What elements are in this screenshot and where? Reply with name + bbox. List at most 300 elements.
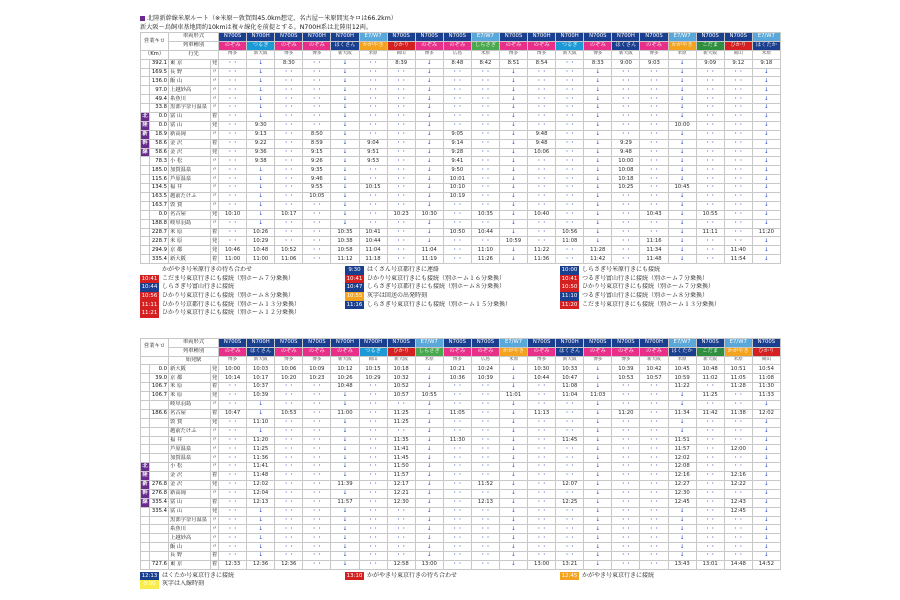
time-cell: ・・ [359, 534, 387, 543]
time-cell: ・・ [612, 219, 640, 228]
legend-text: しらさぎ号東京行きにも接続（別ホーム１５分乗換） [367, 300, 512, 308]
time-cell: ↓ [331, 210, 359, 219]
time-cell: 11:41 [247, 463, 275, 472]
time-cell: 10:41 [359, 228, 387, 237]
section-label [141, 68, 150, 77]
section-label [141, 365, 150, 374]
station-name: 富 山 [169, 121, 211, 130]
time-cell: ・・ [556, 121, 584, 130]
time-cell: 11:08 [556, 237, 584, 246]
time-cell: 10:54 [752, 365, 780, 374]
time-cell: 9:51 [359, 148, 387, 157]
station-suffix: 〃 [211, 516, 219, 525]
time-cell: ↓ [499, 86, 527, 95]
time-cell: ↓ [415, 534, 443, 543]
time-cell: ↓ [584, 219, 612, 228]
station-km: 163.7 [150, 201, 169, 210]
train-name: のぞみ [612, 347, 640, 356]
time-cell: ・・ [724, 237, 752, 246]
time-cell: ・・ [359, 489, 387, 498]
station-suffix: 着 [211, 383, 219, 392]
train-dest: 博多 [303, 356, 331, 365]
time-cell: ・・ [724, 175, 752, 184]
time-cell: ・・ [528, 237, 556, 246]
time-cell: ↓ [331, 130, 359, 139]
legend-mark: 10:56 [141, 292, 158, 299]
time-cell: ↓ [415, 525, 443, 534]
time-cell: ・・ [696, 113, 724, 122]
station-name: 越前たけふ [169, 427, 211, 436]
time-cell: 9:26 [303, 157, 331, 166]
train-name: のぞみ [219, 41, 247, 50]
time-cell: 9:00 [612, 59, 640, 68]
train-type: N700H [303, 33, 331, 42]
train-name: ひかり [387, 41, 415, 50]
time-cell: ・・ [443, 201, 471, 210]
time-cell: ・・ [640, 130, 668, 139]
time-cell: ↓ [331, 121, 359, 130]
time-cell: ↓ [584, 166, 612, 175]
time-cell: ↓ [415, 463, 443, 472]
station-km [150, 543, 169, 552]
time-cell: ・・ [303, 113, 331, 122]
time-cell: ↓ [752, 193, 780, 202]
section-label [141, 193, 150, 202]
time-cell: 11:40 [724, 246, 752, 255]
legend-item [560, 275, 780, 284]
time-cell: ↓ [331, 68, 359, 77]
legend-mark: 10:41 [141, 275, 158, 282]
time-cell: ・・ [359, 121, 387, 130]
time-cell: ・・ [219, 445, 247, 454]
time-cell: ・・ [612, 445, 640, 454]
station-name: 金 沢 [169, 472, 211, 481]
time-cell: 10:47 [219, 409, 247, 418]
time-cell: ↓ [584, 77, 612, 86]
time-cell: ・・ [471, 237, 499, 246]
time-cell: ↓ [415, 95, 443, 104]
time-cell: ↓ [331, 400, 359, 409]
time-cell: ・・ [696, 148, 724, 157]
time-cell: ・・ [359, 436, 387, 445]
legend-item [140, 301, 345, 310]
station-row [141, 543, 781, 552]
time-cell: ・・ [612, 77, 640, 86]
time-cell: ↓ [415, 489, 443, 498]
time-cell: ・・ [696, 436, 724, 445]
time-cell: ・・ [528, 184, 556, 193]
station-name: 米 原 [169, 392, 211, 401]
station-suffix: 着 [211, 409, 219, 418]
time-cell: ・・ [612, 86, 640, 95]
time-cell: ・・ [696, 525, 724, 534]
station-suffix: 着 [211, 113, 219, 122]
legend-item [140, 283, 345, 292]
time-cell: ・・ [303, 507, 331, 516]
legend-text: 灰字は回送の出発時刻 [367, 291, 428, 299]
time-cell: ・・ [275, 418, 303, 427]
time-cell: 11:00 [247, 255, 275, 264]
time-cell: ↓ [499, 193, 527, 202]
time-cell: ・・ [696, 121, 724, 130]
train-dest: 米原 [359, 50, 387, 59]
time-cell: ・・ [528, 86, 556, 95]
time-cell: 8:59 [303, 139, 331, 148]
legend-text: かがやき号東京行きに接続 [582, 571, 655, 579]
train-dest: 岡山 [724, 50, 752, 59]
purple-square-icon [140, 16, 145, 21]
time-cell: 11:30 [752, 383, 780, 392]
time-cell: ↓ [499, 130, 527, 139]
legend-mark: 11:21 [141, 310, 158, 317]
time-cell: ↓ [668, 139, 696, 148]
legend-item [560, 572, 780, 581]
time-cell: ・・ [640, 175, 668, 184]
time-cell: ・・ [640, 525, 668, 534]
time-cell: ↓ [415, 201, 443, 210]
train-name: しらさぎ [415, 347, 443, 356]
time-cell: ・・ [724, 228, 752, 237]
time-cell: ・・ [471, 383, 499, 392]
time-cell: ・・ [303, 534, 331, 543]
station-km: 0.0 [150, 210, 169, 219]
time-cell: ↓ [499, 472, 527, 481]
time-cell: ・・ [640, 454, 668, 463]
time-cell: ・・ [303, 543, 331, 552]
time-cell: ↓ [668, 219, 696, 228]
time-cell: ・・ [724, 201, 752, 210]
legend-item [140, 580, 345, 589]
train-name: ひかり [387, 347, 415, 356]
time-cell: ・・ [696, 130, 724, 139]
time-cell: ・・ [443, 427, 471, 436]
time-cell: ・・ [275, 525, 303, 534]
time-cell: ・・ [471, 104, 499, 113]
train-dest: 博多 [584, 356, 612, 365]
station-name: 小 松 [169, 157, 211, 166]
time-cell: ↓ [499, 95, 527, 104]
time-cell: ↓ [331, 436, 359, 445]
time-cell: ・・ [640, 219, 668, 228]
dest-header: 始発駅 [169, 356, 219, 365]
station-row [141, 418, 781, 427]
time-cell: ↓ [584, 427, 612, 436]
time-cell: ↓ [584, 237, 612, 246]
time-cell: ・・ [443, 400, 471, 409]
time-cell: ↓ [668, 516, 696, 525]
time-cell: ↓ [499, 463, 527, 472]
station-name: 米 原 [169, 228, 211, 237]
time-cell: ・・ [724, 516, 752, 525]
time-cell: ・・ [556, 472, 584, 481]
time-cell: ↓ [499, 445, 527, 454]
train-type: N700S [640, 33, 668, 42]
time-cell: ・・ [303, 472, 331, 481]
time-cell: ・・ [696, 418, 724, 427]
time-cell: ・・ [556, 157, 584, 166]
time-cell: ・・ [612, 193, 640, 202]
time-cell: 11:51 [668, 436, 696, 445]
train-type: N700S [471, 338, 499, 347]
train-type: N700S [724, 33, 752, 42]
time-cell: ↓ [752, 472, 780, 481]
time-cell: 11:48 [640, 255, 668, 264]
station-km [150, 552, 169, 561]
time-cell: 10:18 [387, 365, 415, 374]
time-cell: ・・ [640, 166, 668, 175]
section-label [141, 86, 150, 95]
train-dest: 博多 [219, 356, 247, 365]
time-cell: ↓ [415, 516, 443, 525]
time-cell: ・・ [359, 480, 387, 489]
time-cell: 10:55 [696, 210, 724, 219]
time-cell: ・・ [275, 193, 303, 202]
section-label [141, 59, 150, 68]
time-cell: ・・ [724, 525, 752, 534]
train-dest: 博多 [275, 356, 303, 365]
time-cell: 10:48 [331, 383, 359, 392]
time-cell: ↓ [499, 552, 527, 561]
time-cell: ・・ [219, 184, 247, 193]
time-cell: 10:09 [303, 365, 331, 374]
section-label [141, 157, 150, 166]
station-name: 越前たけふ [169, 193, 211, 202]
time-cell: 12:02 [752, 409, 780, 418]
time-cell: ・・ [359, 130, 387, 139]
time-cell: ・・ [528, 472, 556, 481]
time-cell: ・・ [556, 463, 584, 472]
time-cell: ↓ [752, 525, 780, 534]
time-cell: ↓ [499, 525, 527, 534]
section-label [141, 534, 150, 543]
time-cell: ・・ [387, 130, 415, 139]
legend-text: 灰字は入線時刻 [162, 580, 205, 588]
time-cell: ・・ [471, 507, 499, 516]
time-cell: ・・ [640, 445, 668, 454]
time-cell: ・・ [528, 121, 556, 130]
time-cell: ・・ [359, 454, 387, 463]
time-cell: 10:55 [415, 392, 443, 401]
time-cell: ・・ [471, 400, 499, 409]
time-cell: ・・ [556, 130, 584, 139]
train-type-row [141, 33, 781, 42]
time-cell: ↓ [584, 175, 612, 184]
station-row [141, 374, 781, 383]
time-cell: ・・ [359, 104, 387, 113]
station-row [141, 68, 781, 77]
legend-item [345, 301, 560, 310]
time-cell: ・・ [303, 463, 331, 472]
time-cell: ↓ [752, 148, 780, 157]
station-suffix: 〃 [211, 445, 219, 454]
time-cell: ・・ [724, 210, 752, 219]
time-cell: 12:02 [247, 480, 275, 489]
train-name: かがやき [499, 347, 527, 356]
station-km [150, 445, 169, 454]
time-cell: ↓ [752, 201, 780, 210]
time-cell: ・・ [696, 219, 724, 228]
station-name: 敦 賀 [169, 201, 211, 210]
station-name: 東 京 [169, 560, 211, 569]
time-cell: 11:12 [331, 255, 359, 264]
time-cell: ↓ [668, 95, 696, 104]
timetable-bottom [140, 338, 781, 570]
time-cell: ・・ [387, 77, 415, 86]
station-suffix: 〃 [211, 86, 219, 95]
time-cell: ↓ [499, 498, 527, 507]
time-cell: ↓ [584, 436, 612, 445]
time-cell: ・・ [556, 68, 584, 77]
legend-item [140, 275, 345, 284]
station-name: 上越妙高 [169, 534, 211, 543]
time-cell: ・・ [724, 436, 752, 445]
time-cell: ・・ [724, 489, 752, 498]
time-cell: ・・ [303, 480, 331, 489]
time-cell: ・・ [696, 454, 724, 463]
time-cell: 11:57 [668, 445, 696, 454]
time-cell: ・・ [471, 489, 499, 498]
train-name: のぞみ [303, 41, 331, 50]
time-cell: 11:01 [499, 392, 527, 401]
train-name: はくさん [556, 347, 584, 356]
time-cell: ↓ [415, 237, 443, 246]
time-cell: ・・ [387, 121, 415, 130]
time-cell: ・・ [303, 552, 331, 561]
time-cell: ・・ [443, 77, 471, 86]
time-cell: ・・ [612, 130, 640, 139]
time-cell: ↓ [331, 427, 359, 436]
train-name: はくたか [668, 347, 696, 356]
time-cell: ・・ [612, 237, 640, 246]
time-cell: ↓ [752, 255, 780, 264]
station-suffix: 〃 [211, 201, 219, 210]
time-cell: ・・ [359, 516, 387, 525]
time-cell: 10:44 [471, 228, 499, 237]
station-name: 新大阪 [169, 255, 211, 264]
time-cell: ・・ [303, 210, 331, 219]
section-label [141, 507, 150, 516]
station-row [141, 228, 781, 237]
station-suffix: 着 [211, 552, 219, 561]
time-cell: ・・ [219, 400, 247, 409]
section-label: 線 [141, 148, 150, 157]
time-cell: ・・ [696, 498, 724, 507]
time-cell: ↓ [668, 543, 696, 552]
time-cell: ↓ [584, 201, 612, 210]
time-cell: ↓ [584, 516, 612, 525]
time-cell: ↓ [584, 139, 612, 148]
time-cell: ↓ [331, 507, 359, 516]
time-cell: 11:04 [359, 246, 387, 255]
section-label [141, 418, 150, 427]
time-cell: ↓ [584, 463, 612, 472]
time-cell: 11:34 [668, 409, 696, 418]
time-cell: ↓ [415, 383, 443, 392]
time-cell: 13:00 [415, 560, 443, 569]
legend-item [140, 572, 345, 581]
time-cell: ・・ [303, 59, 331, 68]
train-type: N700S [696, 33, 724, 42]
time-cell: ・・ [303, 427, 331, 436]
station-row [141, 498, 781, 507]
time-cell: ・・ [219, 392, 247, 401]
time-cell: 10:08 [612, 166, 640, 175]
time-cell: ↓ [752, 400, 780, 409]
time-cell: ・・ [443, 219, 471, 228]
time-cell: ↓ [247, 409, 275, 418]
time-cell: ・・ [443, 560, 471, 569]
train-type: N700S [528, 338, 556, 347]
time-cell: ・・ [556, 552, 584, 561]
station-suffix: 発 [211, 507, 219, 516]
station-km [150, 427, 169, 436]
time-cell: ・・ [359, 193, 387, 202]
train-type: N700S [219, 33, 247, 42]
time-cell: ・・ [556, 86, 584, 95]
train-dest: 新大阪 [556, 50, 584, 59]
time-cell: ・・ [443, 95, 471, 104]
time-cell: 11:05 [443, 409, 471, 418]
time-cell: ↓ [415, 175, 443, 184]
time-cell: ↓ [499, 201, 527, 210]
time-cell: 10:32 [387, 374, 415, 383]
time-cell: ・・ [219, 219, 247, 228]
time-cell: ・・ [359, 59, 387, 68]
station-suffix: 〃 [211, 427, 219, 436]
time-cell: 11:06 [275, 255, 303, 264]
train-type: E7/W7 [499, 338, 527, 347]
station-km: 58.6 [150, 139, 169, 148]
time-cell: 13:01 [696, 560, 724, 569]
station-suffix: 〃 [211, 454, 219, 463]
train-type: N700S [752, 338, 780, 347]
time-cell: ↓ [247, 534, 275, 543]
train-dest: 博多 [528, 356, 556, 365]
station-km [150, 400, 169, 409]
time-cell: ・・ [303, 525, 331, 534]
legend-item [560, 283, 780, 292]
station-name: 東 京 [169, 59, 211, 68]
time-cell: 9:35 [303, 166, 331, 175]
time-cell: ・・ [528, 68, 556, 77]
section-label: 北 [141, 463, 150, 472]
time-cell: 9:14 [443, 139, 471, 148]
time-cell: ・・ [387, 255, 415, 264]
time-cell: ↓ [752, 498, 780, 507]
time-cell: ↓ [584, 507, 612, 516]
time-cell: ・・ [696, 507, 724, 516]
station-row [141, 184, 781, 193]
time-cell: 12:16 [724, 472, 752, 481]
time-cell: ↓ [499, 148, 527, 157]
time-cell: ・・ [303, 237, 331, 246]
time-cell: ↓ [752, 95, 780, 104]
time-cell: 11:20 [752, 228, 780, 237]
time-cell: ・・ [724, 95, 752, 104]
time-cell: ・・ [443, 480, 471, 489]
km-header: 営業キロ [141, 33, 169, 51]
time-cell: ・・ [471, 77, 499, 86]
time-cell: ↓ [668, 210, 696, 219]
time-cell: ・・ [556, 246, 584, 255]
time-cell: ・・ [724, 543, 752, 552]
time-cell: ・・ [556, 175, 584, 184]
station-row [141, 193, 781, 202]
time-cell: 11:57 [387, 472, 415, 481]
time-cell: ・・ [471, 121, 499, 130]
time-cell: ↓ [331, 148, 359, 157]
time-cell: ・・ [387, 86, 415, 95]
